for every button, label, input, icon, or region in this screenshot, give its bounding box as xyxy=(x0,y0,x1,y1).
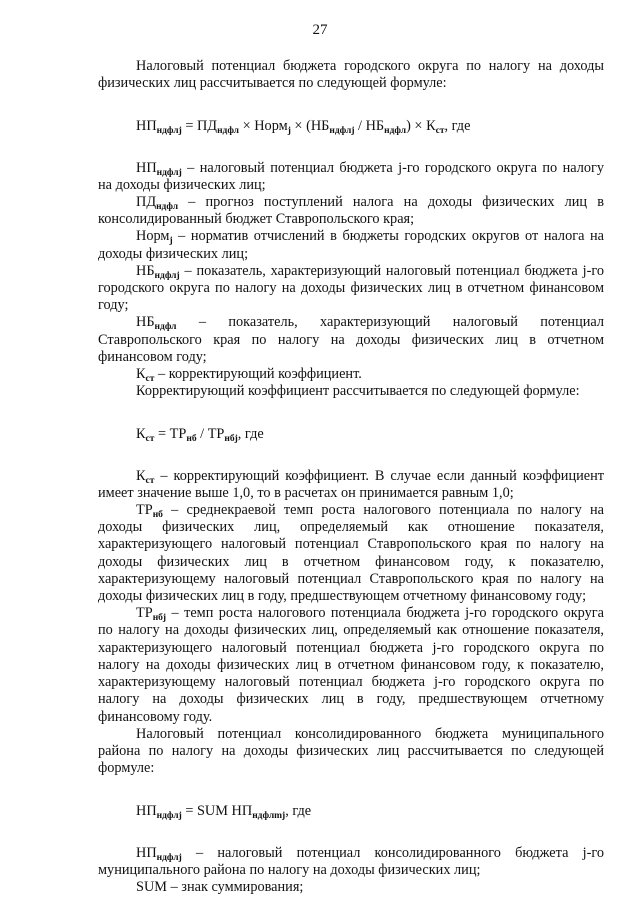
definition-tr-nbj: $ТР_{нбj}$ – темп роста налогового потенциала бюджета j-го городского округа по налогу на доходы физических лиц, определяемый как отношение показателя, характеризующего налоговый потенциал бюджета j-го городского округа по налогу на доходы физических лиц в отчетном финансовом году, к показателю, характеризующему налоговый потенциал бюджета j-го городского округа по налогу на доходы физических лиц в году, предшествующем отчетному финансовому году. xyxy=(98,605,604,725)
definition-nb-ndfl: $НБ_{ндфл}$ – показатель, характеризующий налоговый потенциал Ставропольского края по налогу на доходы физических лиц в отчетном финансовом году; xyxy=(98,314,604,365)
paragraph-coefficient: Корректирующий коэффициент рассчитывается по следующей формуле: xyxy=(136,383,580,400)
formula-1: $НП_{ндфлj} = ПД_{ндфл}$ × Норм$_j$ × $(НБ_{ндфлj} / НБ_{ндфл}) \times К_{ст}$, где xyxy=(136,118,471,137)
paragraph-municipal: Налоговый потенциал консолидированного бюджета муниципального района по налогу на доходы физических лиц рассчитывается по следующей формуле: xyxy=(98,725,604,777)
definition-norm: Норм$_j$ – норматив отчислений в бюджеты городских округов от налога на доходы физических лиц; xyxy=(98,228,604,262)
definition-np-ndfl-municipal: $НП_{ндфлj}$ – налоговый потенциал консолидированного бюджета j-го муниципального района по налогу на доходы физических лиц; xyxy=(98,844,604,878)
definition-np-ndfl: $НП_{ндфлj}$ – налоговый потенциал бюджета j-го городского округа по налогу на доходы физических лиц; xyxy=(98,159,604,193)
definition-k-st-2: $К_{ст}$ – корректирующий коэффициент. В случае если данный коэффициент имеет значение выше 1,0, то в расчетах он принимается равным 1,0; xyxy=(98,467,604,501)
definition-pd-ndfl: $ПД_{ндфл}$ – прогноз поступлений налога на доходы физических лиц в консолидированный бюджет Ставропольского края; xyxy=(98,194,604,228)
formula-3: $НП_{ндфлj}$ = SUM $НП_{ндфлmj}$, где xyxy=(136,803,312,822)
definition-tr-nb: $ТР_{нб}$ – среднекраевой темп роста налогового потенциала по налогу на доходы физических лиц, определяемый как отношение показателя, характеризующего налоговый потенциал Ставропольского края по налогу на доходы физических лиц в отчетном финансовом году, к показателю, характеризующему налоговый потенциал Ставропольского края по налогу на доходы физических лиц в году, предшествующем отчетному финансовому году; xyxy=(98,502,604,605)
definition-k-st: $К_{ст}$ – корректирующий коэффициент. xyxy=(136,366,362,385)
definition-sum: SUM – знак суммирования; xyxy=(136,878,304,895)
document-body xyxy=(98,58,604,896)
definition-nb-ndfl-j: $НБ_{ндфлj}$ – показатель, характеризующий налоговый потенциал бюджета j-го городского округа по налогу на доходы физических лиц в отчетном финансовом году; xyxy=(98,262,604,314)
paragraph-intro: Налоговый потенциал бюджета городского округа по налогу на доходы физических лиц рассчитывается по следующей формуле: xyxy=(98,58,604,92)
formula-2: $К_{ст} = ТР_{нб} / ТР_{нбj}$, где xyxy=(136,426,264,445)
page-number: 27 xyxy=(312,22,328,38)
